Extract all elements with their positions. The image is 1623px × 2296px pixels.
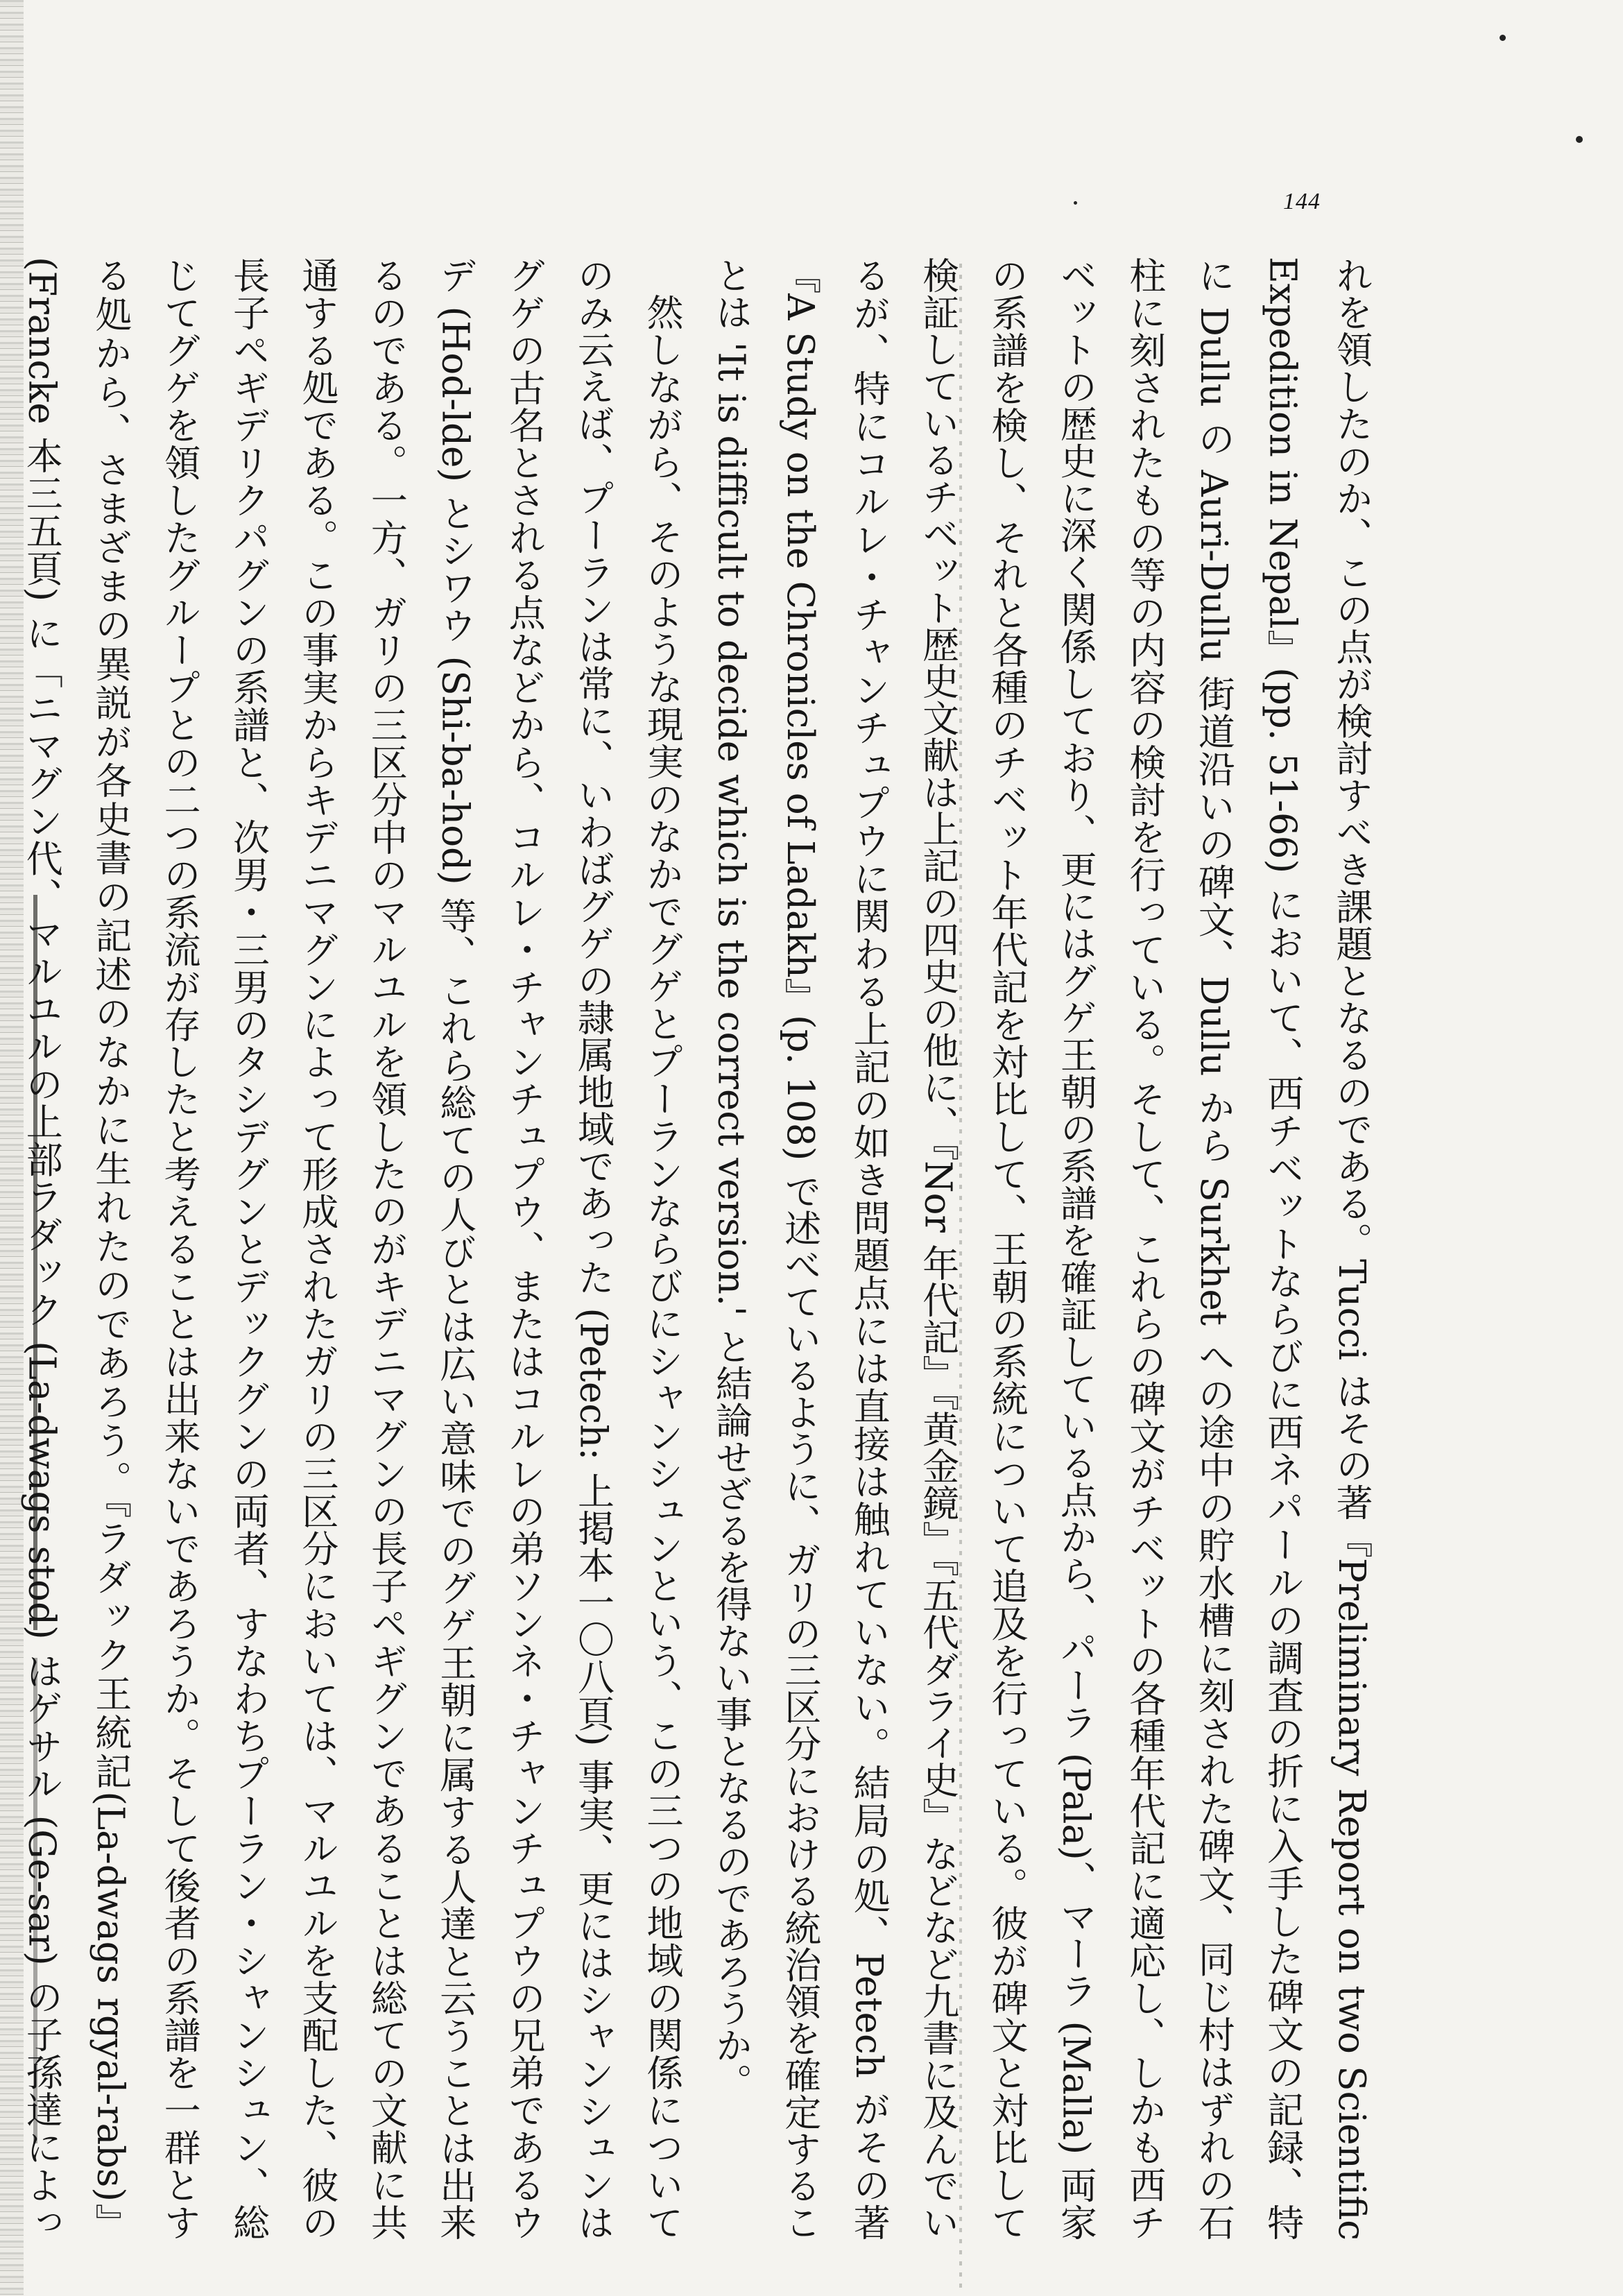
paragraph-1-text-a: れを領したのか、この点が検討すべき課題となるのである。Tucci はその著『Preliminary Report on two Scientific Expedition in Nepal』(pp. 51-66) において、西チベットならびに西ネパールの調査の折に入手した碑文の記録、特に Dullu の Auri-Dullu 街道沿いの碑文、Dullu から Surkhet への途中の貯水槽に刻された碑文、同じ村はずれの石柱に刻されたもの等の内容の検討を行っている。そして、これらの碑文がチベットの各種年代記に適応し、しかも西チベットの歴史に深く関係しており、更にはグゲ王朝の系譜を確証している点から、パーラ (Pala)、マーラ (Malla) 両家の系譜を検し、それと各種のチベット年代記を対比して、王朝の系統について追及を行っている。彼が碑文と対比して検証しているチベット歴史文献は上記の四史の他に、『Nor 年代記』 (916, 257, 1373, 2241)
speck (1500, 35, 1506, 41)
speck (1074, 201, 1077, 205)
page-number: 144 (1283, 189, 1321, 214)
paragraph-2-text: 然しながら、そのような現実のなかでグゲとプーランならびにシャンシュンという、この三つの地域の関係についてのみ云えば、プーランは常に、いわばグゲの隷属地域であった (Petech: 上掲本一〇八頁) 事実、更にはシャンシュンはグゲの古名とされる点などから、コルレ・チャンチュプウ、またはコルレの弟ソンネ・チャンチュプウの兄弟であるウデ (Hod-lde) とシワウ (Shi-ba-hod) 等、これら総ての人びとは広い意味でのグゲ王朝に属する人達と云うことは出来るのである。一方、ガリの三区分中のマルユルを領したのがキデニマグンの長子ペギグンであることは総ての文献に共通する処である。この事実からキデニマグンによって形成されたガリの三区分においては、マルユルを支配した、彼の長子ペギデリクパグンの系譜と、次男・三男のタシデグンとデックグンの両者、すなわちプーラン・シャンシュン、総じてグゲを領したグループとの二つの系流が存したと考えることは出来ないであろうか。そして後者の系譜を一群とする処から、さまざまの異説が各史書の記述のなかに生れたのであろう。『ラダック王統記(La-dwags rgyal-rabs)』(Francke 本三五頁) に「ニマグン代、マルユルの上部ラダック (La-dwags stod) はゲサル (Ge-sar) の子孫達によっ (20, 257, 683, 2241)
paragraph-1-text-b: 『黄金鏡』『五代ダライ史』などなど九書に及んでいるが、特にコルレ・チャンチュプウに関わる上記の如き問題点には直接は触れていない。結局の処、Petech がその著『A Study on the Chronicles of Ladakh』(p. 108) で述べているように、ガリの三区分における統治領を確定することは 'It is difficult to decide which is the correct version.' と結論せざるを得ない事となるのであろうか。 (710, 257, 959, 2241)
paragraph-1 (696, 257, 1386, 2241)
paragraph-2 (0, 257, 696, 2241)
body-text (20, 257, 1386, 2241)
speck (1576, 136, 1583, 143)
